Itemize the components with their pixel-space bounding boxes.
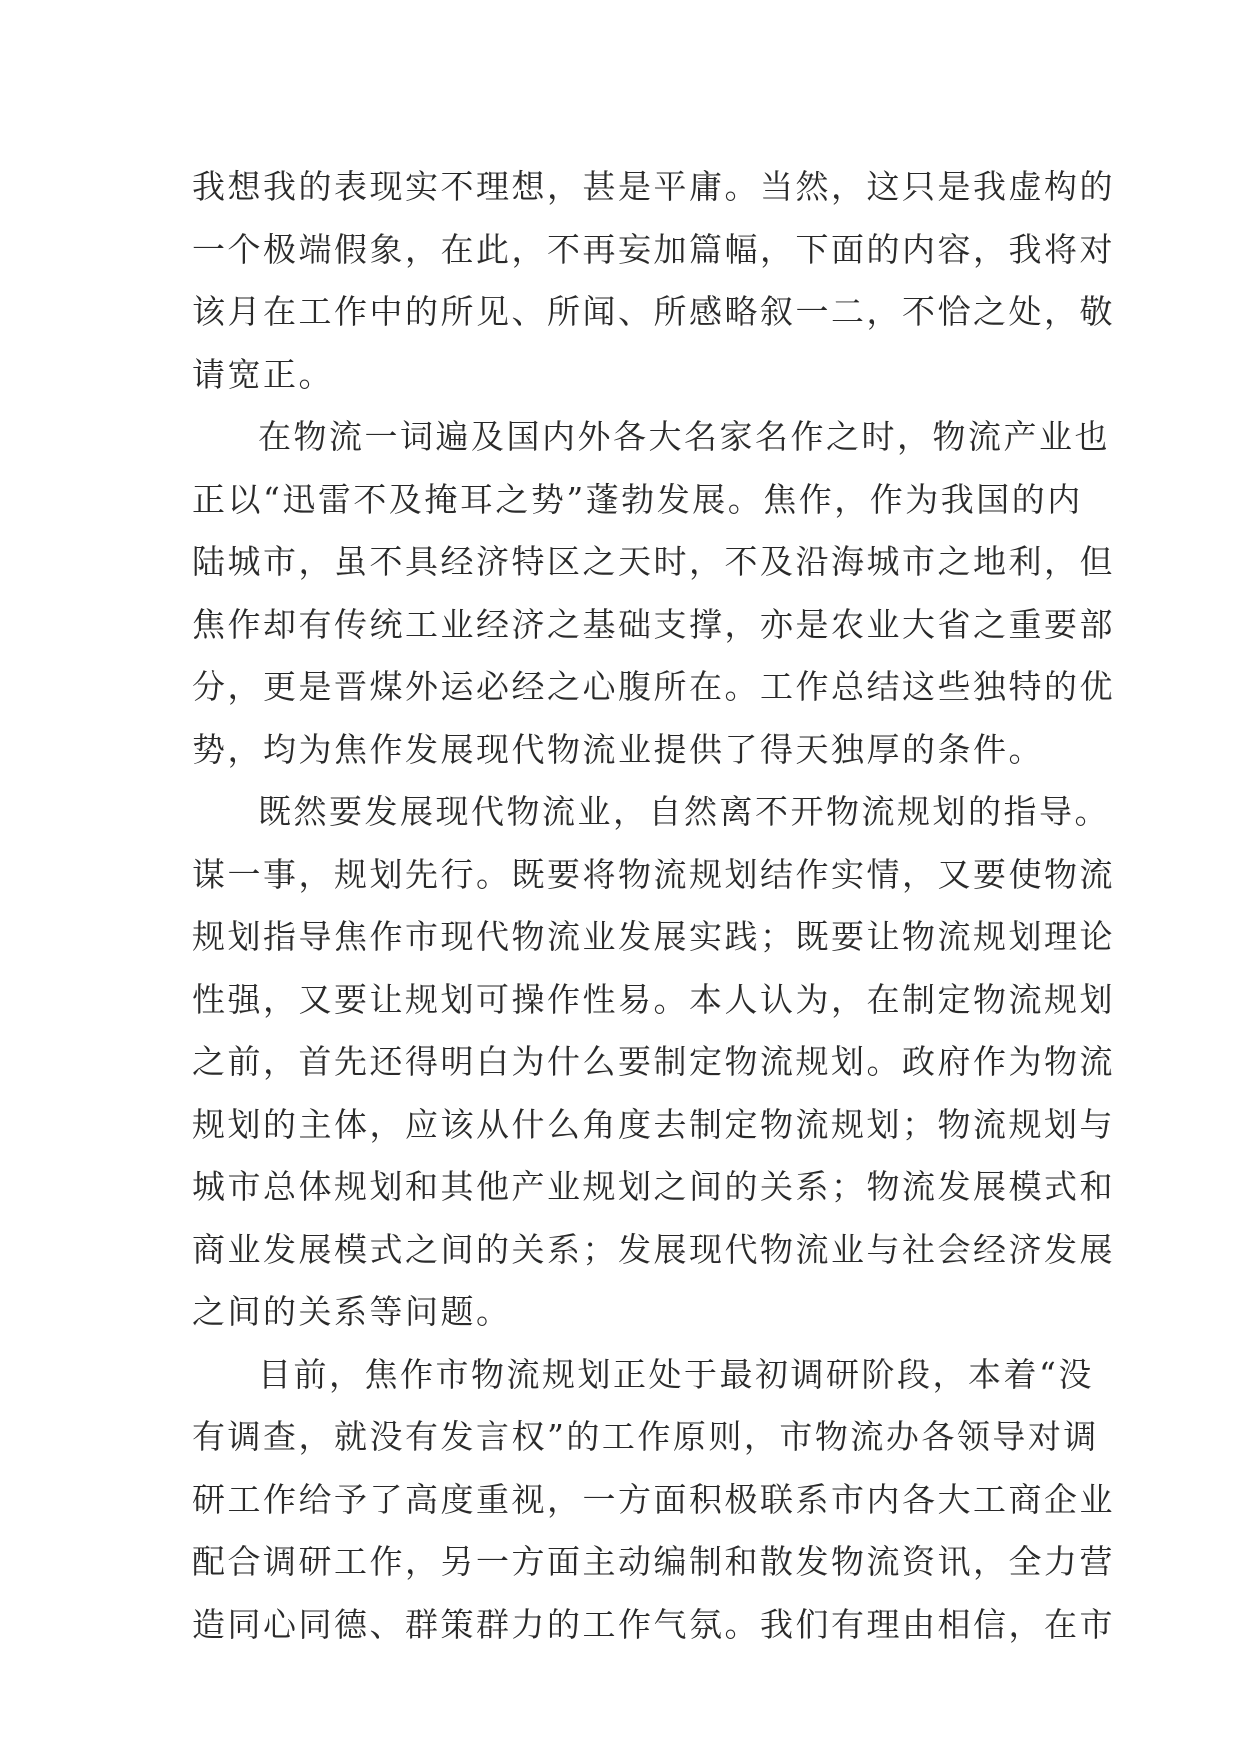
text-line: 该月在工作中的所见、所闻、所感略叙一二，不恰之处，敬 [192,292,1115,331]
text-line: 规划的主体，应该从什么角度去制定物流规划；物流规划与 [192,1104,1115,1144]
text-line: 我想我的表现实不理想，甚是平庸。当然，这只是我虚构的 [192,167,1115,206]
paragraph-first-line: 既然要发展现代物流业，自然离不开物流规划的指导。 [258,792,1110,831]
text-line: 陆城市，虽不具经济特区之天时，不及沿海城市之地利，但 [192,542,1115,581]
text-line: 一个极端假象，在此，不再妄加篇幅，下面的内容，我将对 [192,229,1115,269]
text-line: 有调查，就没有发言权”的工作原则，市物流办各领导对调 [192,1417,1099,1456]
text-line: 分，更是晋煤外运必经之心腹所在。工作总结这些独特的优 [192,667,1115,706]
text-line: 配合调研工作，另一方面主动编制和散发物流资讯，全力营 [192,1542,1115,1581]
text-line: 城市总体规划和其他产业规划之间的关系；物流发展模式和 [192,1167,1115,1206]
text-line: 造同心同德、群策群力的工作气氛。我们有理由相信，在市 [192,1604,1115,1644]
text-line: 性强，又要让规划可操作性易。本人认为，在制定物流规划 [192,979,1115,1019]
paragraph-first-line: 目前，焦作市物流规划正处于最初调研阶段，本着“没 [258,1354,1094,1394]
paragraph-first-line: 在物流一词遍及国内外各大名家名作之时，物流产业也 [258,417,1110,456]
text-line: 请宽正。 [192,354,334,394]
text-line: 规划指导焦作市现代物流业发展实践；既要让物流规划理论 [192,917,1115,956]
text-line: 正以“迅雷不及掩耳之势”蓬勃发展。焦作，作为我国的内 [192,479,1083,519]
text-line: 研工作给予了高度重视，一方面积极联系市内各大工商企业 [192,1479,1115,1519]
text-line: 谋一事，规划先行。既要将物流规划结作实情，又要使物流 [192,854,1115,894]
text-line: 之间的关系等问题。 [192,1292,512,1331]
text-line: 商业发展模式之间的关系；发展现代物流业与社会经济发展 [192,1229,1115,1269]
text-line: 之前，首先还得明白为什么要制定物流规划。政府作为物流 [192,1042,1115,1081]
body-text [192,156,1115,1656]
text-line: 焦作却有传统工业经济之基础支撑，亦是农业大省之重要部 [192,604,1115,644]
text-line: 势，均为焦作发展现代物流业提供了得天独厚的条件。 [192,729,1044,769]
